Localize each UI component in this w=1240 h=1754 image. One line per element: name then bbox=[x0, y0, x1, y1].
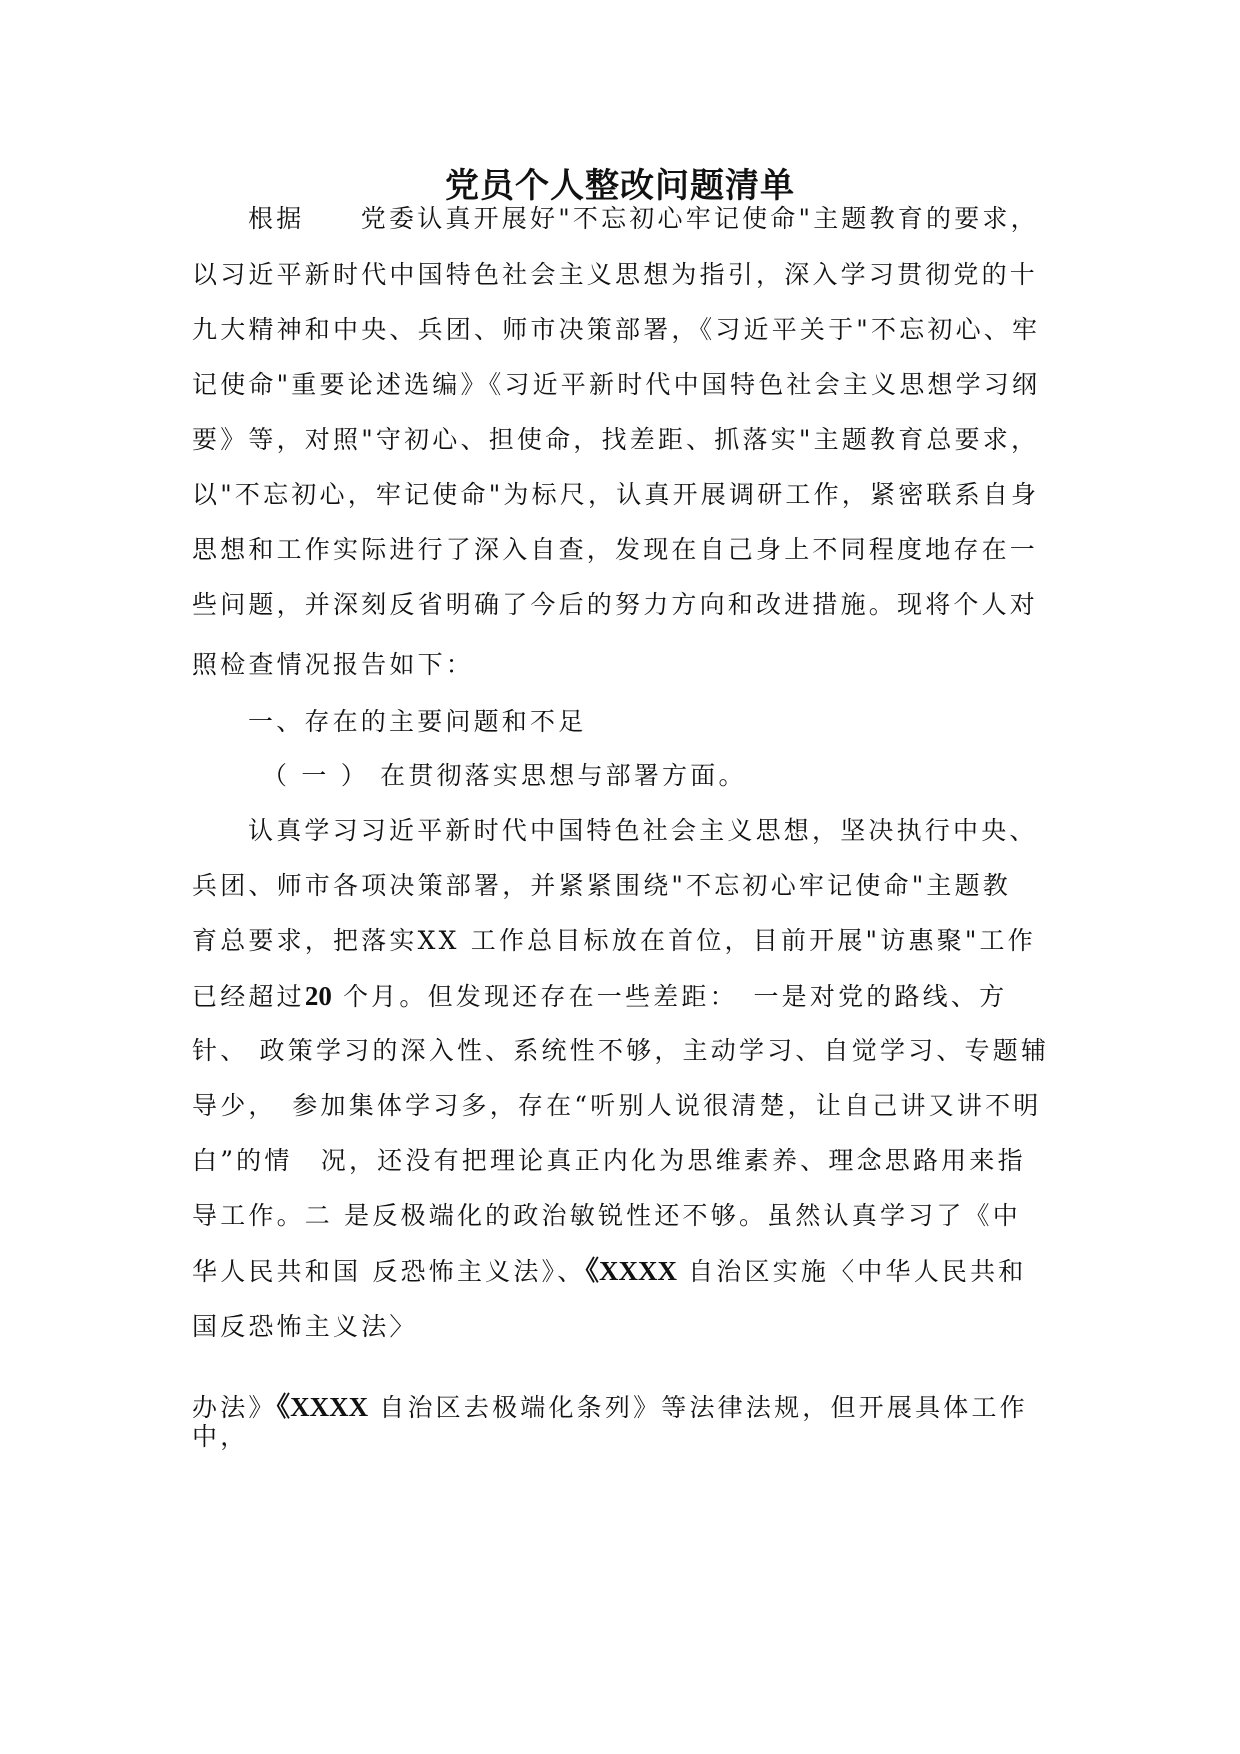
text-run: 自治区去极端化条列》等法律法规，但开展具体工作 bbox=[379, 1393, 1028, 1422]
paragraph-line bbox=[192, 1254, 1027, 1289]
paragraph-line: 国反恐怖主义法〉 bbox=[192, 1312, 418, 1341]
paragraph-line: 些问题，并深刻反省明确了今后的努力方向和改进措施。现将个人对 bbox=[192, 590, 1039, 619]
paragraph-line: 导工作。二 是反极端化的政治敏锐性还不够。虽然认真学习了《中 bbox=[192, 1201, 1021, 1230]
paragraph-line: 以"不忘初心，牢记使命"为标尺，认真开展调研工作，紧密联系自身 bbox=[192, 480, 1040, 509]
paragraph-line: 根据 党委认真开展好"不忘初心牢记使命"主题教育的要求， bbox=[248, 204, 1039, 233]
bold-run: 《XXXX bbox=[585, 1256, 677, 1286]
paragraph-line: 九大精神和中央、兵团、师市决策部署，《习近平关于"不忘初心、牢 bbox=[192, 315, 1041, 344]
paragraph-line: 照检查情况报告如下： bbox=[192, 650, 475, 679]
paragraph-line: 育总要求，把落实XX 工作总目标放在首位，目前开展"访惠聚"工作 bbox=[192, 926, 1036, 955]
text-run: 自治区实施〈中华人民共和 bbox=[688, 1257, 1027, 1286]
subsection-heading: （ 一 ） 在贯彻落实思想与部署方面。 bbox=[262, 761, 747, 790]
text-run: 已经超过 bbox=[192, 982, 305, 1011]
paragraph-line: 兵团、师市各项决策部署，并紧紧围绕"不忘初心牢记使命"主题教 bbox=[192, 871, 1012, 900]
paragraph-line: 要》等，对照"守初心、担使命，找差距、抓落实"主题教育总要求， bbox=[192, 425, 1040, 454]
page-title: 党员个人整改问题清单 bbox=[445, 166, 795, 206]
bold-number: 20 bbox=[304, 981, 332, 1011]
paragraph-line: 导少， 参加集体学习多，存在“听别人说很清楚，让自己讲又讲不明 bbox=[192, 1091, 1042, 1120]
paragraph-line: 记使命"重要论述选编》《习近平新时代中国特色社会主义思想学习纲 bbox=[192, 370, 1041, 399]
paragraph-line bbox=[192, 1390, 1028, 1425]
paragraph-line: 白”的情 况，还没有把理论真正内化为思维素养、理念思路用来指 bbox=[192, 1146, 1026, 1175]
paragraph-line: 以习近平新时代中国特色社会主义思想为指引，深入学习贯彻党的十 bbox=[192, 260, 1039, 289]
paragraph-line: 中， bbox=[192, 1422, 249, 1451]
text-run: 华人民共和国 反恐怖主义法》、 bbox=[192, 1257, 586, 1286]
section-heading: 一、存在的主要问题和不足 bbox=[248, 707, 587, 736]
text-run: 办法》 bbox=[192, 1393, 277, 1422]
text-run: 个月。但发现还存在一些差距： 一是对党的路线、方 bbox=[342, 982, 1008, 1011]
paragraph-line: 认真学习习近平新时代中国特色社会主义思想，坚决执行中央、 bbox=[248, 816, 1038, 845]
paragraph-line: 针、 政策学习的深入性、系统性不够，主动学习、自觉学习、专题辅 bbox=[192, 1036, 1050, 1065]
paragraph-line: 思想和工作实际进行了深入自查，发现在自己身上不同程度地存在一 bbox=[192, 535, 1039, 564]
paragraph-line bbox=[192, 979, 1007, 1014]
bold-run: 《XXXX bbox=[276, 1392, 369, 1422]
